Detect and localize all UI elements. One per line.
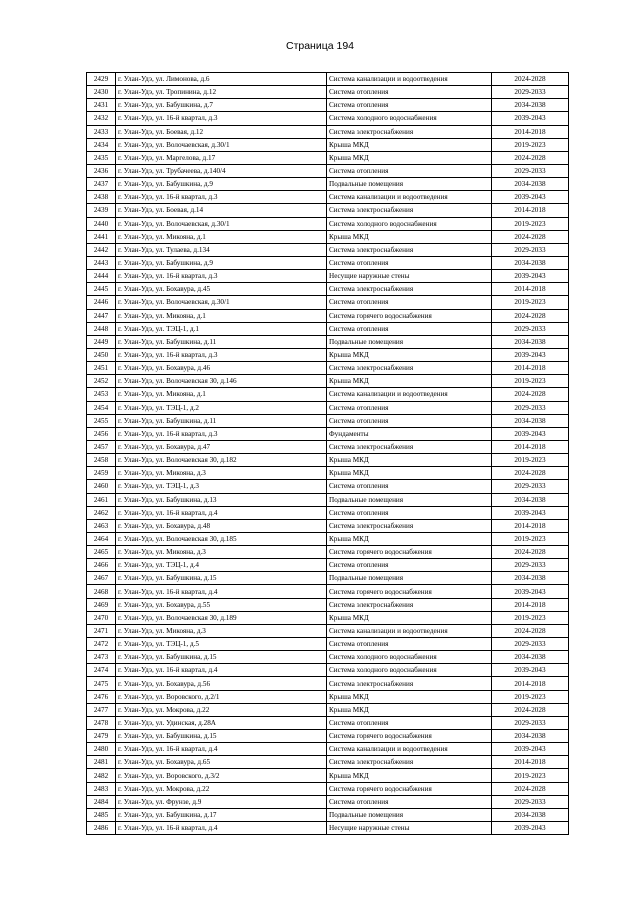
- table-row: [87, 283, 569, 296]
- period-cell: 2024-2028: [492, 73, 569, 86]
- row-number-cell: 2478: [87, 716, 116, 729]
- table-row: [87, 388, 569, 401]
- period-cell: 2039-2043: [492, 664, 569, 677]
- row-number-cell: 2466: [87, 559, 116, 572]
- period-cell: 2039-2043: [492, 270, 569, 283]
- address-cell: г. Улан-Удэ, ул. Удинская, д.28А: [116, 716, 327, 729]
- system-cell: Система отопления: [327, 164, 492, 177]
- system-cell: Система отопления: [327, 480, 492, 493]
- system-cell: Система отопления: [327, 99, 492, 112]
- system-cell: Система горячего водоснабжения: [327, 309, 492, 322]
- table-row: [87, 651, 569, 664]
- system-cell: Подвальные помещения: [327, 808, 492, 821]
- system-cell: Система горячего водоснабжения: [327, 585, 492, 598]
- system-cell: Система отопления: [327, 506, 492, 519]
- table-row: [87, 454, 569, 467]
- row-number-cell: 2464: [87, 532, 116, 545]
- table-row: [87, 519, 569, 532]
- table-row: [87, 322, 569, 335]
- period-cell: 2019-2023: [492, 217, 569, 230]
- system-cell: Система холодного водоснабжения: [327, 651, 492, 664]
- row-number-cell: 2441: [87, 230, 116, 243]
- system-cell: Крыша МКД: [327, 611, 492, 624]
- system-cell: Система электроснабжения: [327, 519, 492, 532]
- table-row: [87, 138, 569, 151]
- row-number-cell: 2433: [87, 125, 116, 138]
- address-cell: г. Улан-Удэ, ул. Волочаевская, д.30/1: [116, 138, 327, 151]
- system-cell: Система электроснабжения: [327, 243, 492, 256]
- table-row: [87, 598, 569, 611]
- row-number-cell: 2462: [87, 506, 116, 519]
- address-cell: г. Улан-Удэ, ул. Трубачеева, д.140/4: [116, 164, 327, 177]
- table-row: [87, 532, 569, 545]
- period-cell: 2014-2018: [492, 756, 569, 769]
- system-cell: Крыша МКД: [327, 769, 492, 782]
- system-cell: Система отопления: [327, 86, 492, 99]
- period-cell: 2024-2028: [492, 388, 569, 401]
- page-title: Страница 194: [285, 40, 355, 52]
- table-row: [87, 769, 569, 782]
- period-cell: 2034-2038: [492, 493, 569, 506]
- period-cell: 2029-2033: [492, 164, 569, 177]
- table-row: [87, 822, 569, 835]
- period-cell: 2019-2023: [492, 532, 569, 545]
- address-cell: г. Улан-Удэ, ул. Бабушкина, д.11: [116, 414, 327, 427]
- period-cell: 2019-2023: [492, 690, 569, 703]
- period-cell: 2029-2033: [492, 401, 569, 414]
- row-number-cell: 2480: [87, 743, 116, 756]
- system-cell: Система горячего водоснабжения: [327, 730, 492, 743]
- period-cell: 2034-2038: [492, 651, 569, 664]
- period-cell: 2024-2028: [492, 782, 569, 795]
- row-number-cell: 2467: [87, 572, 116, 585]
- system-cell: Несущие наружные стены: [327, 270, 492, 283]
- row-number-cell: 2473: [87, 651, 116, 664]
- row-number-cell: 2463: [87, 519, 116, 532]
- address-cell: г. Улан-Удэ, ул. 16-й квартал, д.4: [116, 822, 327, 835]
- table-row: [87, 151, 569, 164]
- system-cell: Система электроснабжения: [327, 677, 492, 690]
- table-row: [87, 795, 569, 808]
- system-cell: Система отопления: [327, 638, 492, 651]
- period-cell: 2019-2023: [492, 296, 569, 309]
- row-number-cell: 2479: [87, 730, 116, 743]
- system-cell: Несущие наружные стены: [327, 822, 492, 835]
- address-cell: г. Улан-Удэ, ул. Микояна, д.3: [116, 467, 327, 480]
- row-number-cell: 2452: [87, 375, 116, 388]
- system-cell: Подвальные помещения: [327, 335, 492, 348]
- table-row: [87, 230, 569, 243]
- period-cell: 2014-2018: [492, 598, 569, 611]
- period-cell: 2039-2043: [492, 191, 569, 204]
- address-cell: г. Улан-Удэ, ул. ТЭЦ-1, д.5: [116, 638, 327, 651]
- address-cell: г. Улан-Удэ, ул. 16-й квартал, д.3: [116, 427, 327, 440]
- address-cell: г. Улан-Удэ, ул. Микояна, д.3: [116, 546, 327, 559]
- table-row: [87, 362, 569, 375]
- table-row: [87, 611, 569, 624]
- address-cell: г. Улан-Удэ, ул. 16-й квартал, д.3: [116, 112, 327, 125]
- table-row: [87, 585, 569, 598]
- address-cell: г. Улан-Удэ, ул. Бохавура, д.46: [116, 362, 327, 375]
- address-cell: г. Улан-Удэ, ул. Волочаевская, д.30/1: [116, 296, 327, 309]
- address-cell: г. Улан-Удэ, ул. Волочаевская 30, д.182: [116, 454, 327, 467]
- address-cell: г. Улан-Удэ, ул. Бохавура, д.56: [116, 677, 327, 690]
- row-number-cell: 2468: [87, 585, 116, 598]
- period-cell: 2039-2043: [492, 112, 569, 125]
- table-row: [87, 506, 569, 519]
- address-cell: г. Улан-Удэ, ул. Бабушкина, д.17: [116, 808, 327, 821]
- row-number-cell: 2484: [87, 795, 116, 808]
- address-cell: г. Улан-Удэ, ул. 16-й квартал, д.4: [116, 506, 327, 519]
- system-cell: Система электроснабжения: [327, 125, 492, 138]
- period-cell: 2014-2018: [492, 440, 569, 453]
- table-row: [87, 99, 569, 112]
- address-cell: г. Улан-Удэ, ул. Лимонова, д.6: [116, 73, 327, 86]
- period-cell: 2019-2023: [492, 375, 569, 388]
- address-cell: г. Улан-Удэ, ул. ТЭЦ-1, д.3: [116, 480, 327, 493]
- table-row: [87, 256, 569, 269]
- row-number-cell: 2472: [87, 638, 116, 651]
- system-cell: Подвальные помещения: [327, 493, 492, 506]
- row-number-cell: 2465: [87, 546, 116, 559]
- row-number-cell: 2442: [87, 243, 116, 256]
- row-number-cell: 2430: [87, 86, 116, 99]
- row-number-cell: 2471: [87, 624, 116, 637]
- row-number-cell: 2481: [87, 756, 116, 769]
- address-cell: г. Улан-Удэ, ул. ТЭЦ-1, д.2: [116, 401, 327, 414]
- address-cell: г. Улан-Удэ, ул. Микояна, д.1: [116, 388, 327, 401]
- table-row: [87, 427, 569, 440]
- row-number-cell: 2458: [87, 454, 116, 467]
- period-cell: 2014-2018: [492, 125, 569, 138]
- table-row: [87, 572, 569, 585]
- table-row: [87, 467, 569, 480]
- row-number-cell: 2459: [87, 467, 116, 480]
- table-row: [87, 309, 569, 322]
- address-cell: г. Улан-Удэ, ул. Бохавура, д.45: [116, 283, 327, 296]
- system-cell: Система отопления: [327, 414, 492, 427]
- system-cell: Крыша МКД: [327, 151, 492, 164]
- table-row: [87, 191, 569, 204]
- period-cell: 2019-2023: [492, 769, 569, 782]
- table-row: [87, 756, 569, 769]
- period-cell: 2029-2033: [492, 243, 569, 256]
- row-number-cell: 2470: [87, 611, 116, 624]
- period-cell: 2039-2043: [492, 348, 569, 361]
- address-cell: г. Улан-Удэ, ул. Бабушкина, д.15: [116, 572, 327, 585]
- address-cell: г. Улан-Удэ, ул. Тулаева, д.134: [116, 243, 327, 256]
- system-cell: Система холодного водоснабжения: [327, 112, 492, 125]
- row-number-cell: 2448: [87, 322, 116, 335]
- row-number-cell: 2444: [87, 270, 116, 283]
- system-cell: Подвальные помещения: [327, 572, 492, 585]
- row-number-cell: 2451: [87, 362, 116, 375]
- address-cell: г. Улан-Удэ, ул. Бабушкина, д.9: [116, 256, 327, 269]
- system-cell: Система электроснабжения: [327, 204, 492, 217]
- row-number-cell: 2457: [87, 440, 116, 453]
- table-row: [87, 690, 569, 703]
- table-row: [87, 559, 569, 572]
- address-cell: г. Улан-Удэ, ул. Боевая, д.14: [116, 204, 327, 217]
- table-row: [87, 204, 569, 217]
- period-cell: 2014-2018: [492, 204, 569, 217]
- table-row: [87, 73, 569, 86]
- table-row: [87, 243, 569, 256]
- row-number-cell: 2469: [87, 598, 116, 611]
- address-cell: г. Улан-Удэ, ул. Бабушкина, д.13: [116, 493, 327, 506]
- row-number-cell: 2454: [87, 401, 116, 414]
- system-cell: Система горячего водоснабжения: [327, 546, 492, 559]
- address-cell: г. Улан-Удэ, ул. 16-й квартал, д.3: [116, 270, 327, 283]
- period-cell: 2019-2023: [492, 611, 569, 624]
- table-row: [87, 164, 569, 177]
- period-cell: 2039-2043: [492, 743, 569, 756]
- period-cell: 2024-2028: [492, 230, 569, 243]
- period-cell: 2029-2033: [492, 559, 569, 572]
- row-number-cell: 2440: [87, 217, 116, 230]
- row-number-cell: 2449: [87, 335, 116, 348]
- period-cell: 2039-2043: [492, 822, 569, 835]
- table-row: [87, 730, 569, 743]
- table-row: [87, 217, 569, 230]
- system-cell: Система электроснабжения: [327, 440, 492, 453]
- system-cell: Крыша МКД: [327, 348, 492, 361]
- table-row: [87, 782, 569, 795]
- address-cell: г. Улан-Удэ, ул. Волочаевская 30, д.185: [116, 532, 327, 545]
- period-cell: 2024-2028: [492, 546, 569, 559]
- period-cell: 2024-2028: [492, 624, 569, 637]
- row-number-cell: 2485: [87, 808, 116, 821]
- address-cell: г. Улан-Удэ, ул. Фрунзе, д.9: [116, 795, 327, 808]
- address-cell: г. Улан-Удэ, ул. Волочаевская, д.30/1: [116, 217, 327, 230]
- address-cell: г. Улан-Удэ, ул. ТЭЦ-1, д.1: [116, 322, 327, 335]
- address-cell: г. Улан-Удэ, ул. 16-й квартал, д.3: [116, 191, 327, 204]
- system-cell: Система отопления: [327, 256, 492, 269]
- period-cell: 2039-2043: [492, 585, 569, 598]
- period-cell: 2029-2033: [492, 795, 569, 808]
- row-number-cell: 2438: [87, 191, 116, 204]
- address-cell: г. Улан-Удэ, ул. Тропинина, д.12: [116, 86, 327, 99]
- table-row: [87, 624, 569, 637]
- system-cell: Система горячего водоснабжения: [327, 782, 492, 795]
- table-row: [87, 493, 569, 506]
- period-cell: 2014-2018: [492, 519, 569, 532]
- row-number-cell: 2482: [87, 769, 116, 782]
- address-cell: г. Улан-Удэ, ул. Бабушкина, д.11: [116, 335, 327, 348]
- table-row: [87, 480, 569, 493]
- system-cell: Крыша МКД: [327, 703, 492, 716]
- row-number-cell: 2450: [87, 348, 116, 361]
- system-cell: Система электроснабжения: [327, 598, 492, 611]
- row-number-cell: 2437: [87, 178, 116, 191]
- table-row: [87, 348, 569, 361]
- address-cell: г. Улан-Удэ, ул. 16-й квартал, д.4: [116, 664, 327, 677]
- table-row: [87, 178, 569, 191]
- row-number-cell: 2445: [87, 283, 116, 296]
- row-number-cell: 2446: [87, 296, 116, 309]
- period-cell: 2034-2038: [492, 572, 569, 585]
- table-row: [87, 440, 569, 453]
- system-cell: Крыша МКД: [327, 375, 492, 388]
- period-cell: 2019-2023: [492, 138, 569, 151]
- address-cell: г. Улан-Удэ, ул. Микояна, д.3: [116, 624, 327, 637]
- row-number-cell: 2476: [87, 690, 116, 703]
- address-cell: г. Улан-Удэ, ул. Мокрова, д.22: [116, 782, 327, 795]
- system-cell: Крыша МКД: [327, 690, 492, 703]
- address-cell: г. Улан-Удэ, ул. Бабушкина, д.15: [116, 651, 327, 664]
- period-cell: 2034-2038: [492, 730, 569, 743]
- system-cell: Система электроснабжения: [327, 756, 492, 769]
- period-cell: 2034-2038: [492, 414, 569, 427]
- row-number-cell: 2453: [87, 388, 116, 401]
- row-number-cell: 2486: [87, 822, 116, 835]
- repair-schedule-table: [86, 72, 569, 835]
- system-cell: Система электроснабжения: [327, 283, 492, 296]
- address-cell: г. Улан-Удэ, ул. 16-й квартал, д.3: [116, 348, 327, 361]
- period-cell: 2029-2033: [492, 716, 569, 729]
- period-cell: 2029-2033: [492, 86, 569, 99]
- row-number-cell: 2456: [87, 427, 116, 440]
- system-cell: Подвальные помещения: [327, 178, 492, 191]
- address-cell: г. Улан-Удэ, ул. Волочаевская 30, д.189: [116, 611, 327, 624]
- period-cell: 2039-2043: [492, 427, 569, 440]
- row-number-cell: 2439: [87, 204, 116, 217]
- table-row: [87, 270, 569, 283]
- table-row: [87, 414, 569, 427]
- address-cell: г. Улан-Удэ, ул. Бохавура, д.65: [116, 756, 327, 769]
- system-cell: Крыша МКД: [327, 532, 492, 545]
- period-cell: 2029-2033: [492, 638, 569, 651]
- row-number-cell: 2475: [87, 677, 116, 690]
- system-cell: Крыша МКД: [327, 138, 492, 151]
- address-cell: г. Улан-Удэ, ул. Бохавура, д.48: [116, 519, 327, 532]
- period-cell: 2024-2028: [492, 309, 569, 322]
- table-row: [87, 86, 569, 99]
- period-cell: 2019-2023: [492, 454, 569, 467]
- address-cell: г. Улан-Удэ, ул. Бохавура, д.55: [116, 598, 327, 611]
- table-row: [87, 638, 569, 651]
- system-cell: Система отопления: [327, 322, 492, 335]
- period-cell: 2034-2038: [492, 99, 569, 112]
- period-cell: 2029-2033: [492, 322, 569, 335]
- address-cell: г. Улан-Удэ, ул. Воровского, д.2/1: [116, 690, 327, 703]
- system-cell: Система канализации и водоотведения: [327, 73, 492, 86]
- row-number-cell: 2447: [87, 309, 116, 322]
- period-cell: 2034-2038: [492, 808, 569, 821]
- table-row: [87, 125, 569, 138]
- system-cell: Система электроснабжения: [327, 362, 492, 375]
- address-cell: г. Улан-Удэ, ул. 16-й квартал, д.4: [116, 585, 327, 598]
- period-cell: 2014-2018: [492, 677, 569, 690]
- system-cell: Система канализации и водоотведения: [327, 191, 492, 204]
- row-number-cell: 2434: [87, 138, 116, 151]
- table-row: [87, 808, 569, 821]
- period-cell: 2034-2038: [492, 256, 569, 269]
- row-number-cell: 2477: [87, 703, 116, 716]
- row-number-cell: 2443: [87, 256, 116, 269]
- system-cell: Система канализации и водоотведения: [327, 624, 492, 637]
- system-cell: Крыша МКД: [327, 467, 492, 480]
- address-cell: г. Улан-Удэ, ул. 16-й квартал, д.4: [116, 743, 327, 756]
- table-row: [87, 546, 569, 559]
- address-cell: г. Улан-Удэ, ул. Воровского, д.3/2: [116, 769, 327, 782]
- row-number-cell: 2435: [87, 151, 116, 164]
- address-cell: г. Улан-Удэ, ул. Бабушкина, д.9: [116, 178, 327, 191]
- row-number-cell: 2431: [87, 99, 116, 112]
- address-cell: г. Улан-Удэ, ул. Боевая, д.12: [116, 125, 327, 138]
- address-cell: г. Улан-Удэ, ул. Волочаевская 30, д.146: [116, 375, 327, 388]
- table-body: [87, 73, 569, 835]
- table-row: [87, 664, 569, 677]
- row-number-cell: 2455: [87, 414, 116, 427]
- period-cell: 2034-2038: [492, 178, 569, 191]
- row-number-cell: 2460: [87, 480, 116, 493]
- period-cell: 2014-2018: [492, 283, 569, 296]
- table-row: [87, 296, 569, 309]
- system-cell: Система холодного водоснабжения: [327, 664, 492, 677]
- period-cell: 2029-2033: [492, 480, 569, 493]
- system-cell: Система холодного водоснабжения: [327, 217, 492, 230]
- period-cell: 2024-2028: [492, 467, 569, 480]
- address-cell: г. Улан-Удэ, ул. Мокрова, д.22: [116, 703, 327, 716]
- row-number-cell: 2474: [87, 664, 116, 677]
- row-number-cell: 2432: [87, 112, 116, 125]
- period-cell: 2024-2028: [492, 703, 569, 716]
- table-row: [87, 677, 569, 690]
- table-row: [87, 335, 569, 348]
- address-cell: г. Улан-Удэ, ул. Микояна, д.1: [116, 309, 327, 322]
- table-row: [87, 375, 569, 388]
- address-cell: г. Улан-Удэ, ул. Бабушкина, д.15: [116, 730, 327, 743]
- table-row: [87, 703, 569, 716]
- address-cell: г. Улан-Удэ, ул. Микояна, д.1: [116, 230, 327, 243]
- period-cell: 2024-2028: [492, 151, 569, 164]
- system-cell: Система отопления: [327, 716, 492, 729]
- period-cell: 2034-2038: [492, 335, 569, 348]
- system-cell: Система отопления: [327, 401, 492, 414]
- table-row: [87, 716, 569, 729]
- address-cell: г. Улан-Удэ, ул. Маргелова, д.17: [116, 151, 327, 164]
- row-number-cell: 2483: [87, 782, 116, 795]
- system-cell: Крыша МКД: [327, 230, 492, 243]
- system-cell: Крыша МКД: [327, 454, 492, 467]
- system-cell: Система отопления: [327, 559, 492, 572]
- row-number-cell: 2436: [87, 164, 116, 177]
- row-number-cell: 2429: [87, 73, 116, 86]
- system-cell: Фундаменты: [327, 427, 492, 440]
- system-cell: Система отопления: [327, 795, 492, 808]
- address-cell: г. Улан-Удэ, ул. Бохавура, д.47: [116, 440, 327, 453]
- system-cell: Система отопления: [327, 296, 492, 309]
- table-row: [87, 112, 569, 125]
- table-row: [87, 743, 569, 756]
- row-number-cell: 2461: [87, 493, 116, 506]
- system-cell: Система канализации и водоотведения: [327, 388, 492, 401]
- system-cell: Система канализации и водоотведения: [327, 743, 492, 756]
- table-row: [87, 401, 569, 414]
- period-cell: 2039-2043: [492, 506, 569, 519]
- address-cell: г. Улан-Удэ, ул. ТЭЦ-1, д.4: [116, 559, 327, 572]
- address-cell: г. Улан-Удэ, ул. Бабушкина, д.7: [116, 99, 327, 112]
- period-cell: 2014-2018: [492, 362, 569, 375]
